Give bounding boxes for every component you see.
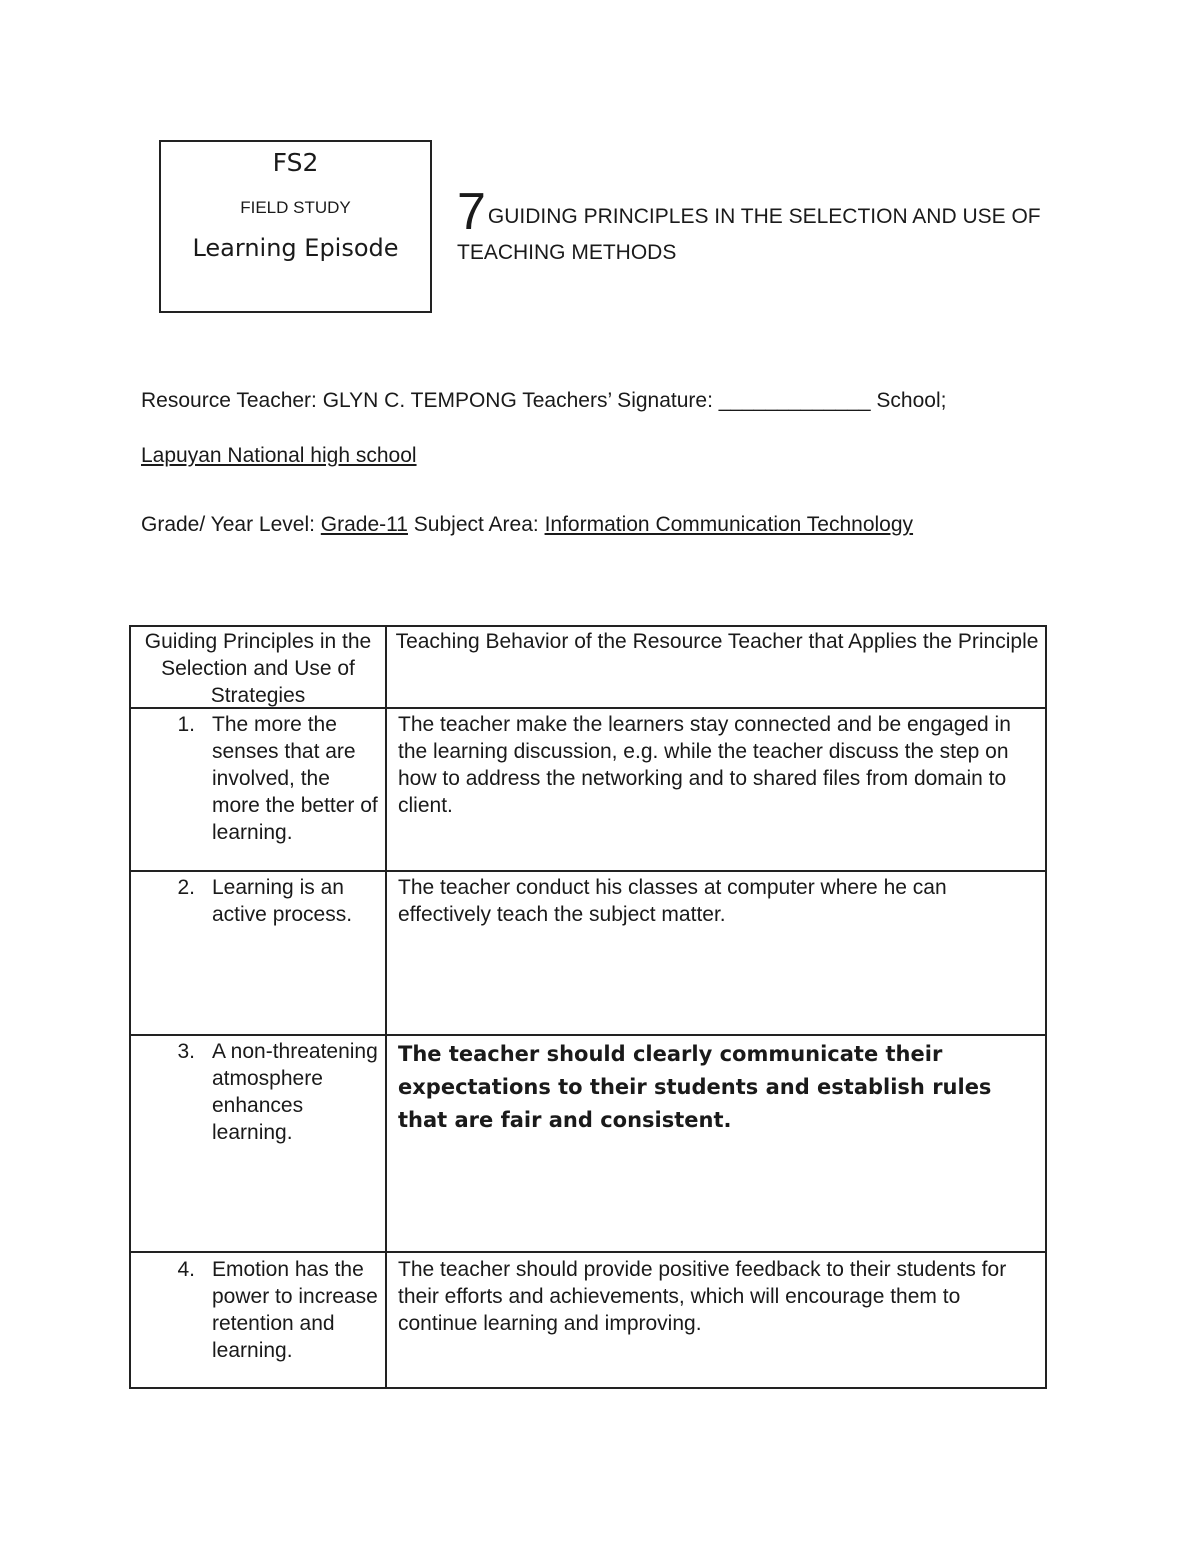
behavior-text: The teacher conduct his classes at computer where he can effectively teach the subject matter. (398, 876, 947, 926)
grade-label: Grade/ Year Level: (141, 513, 321, 536)
table-divider (129, 1034, 1047, 1036)
table-border-bottom (129, 1387, 1047, 1389)
row-number: 4. (177, 1258, 195, 1281)
row-number: 1. (177, 713, 195, 736)
table-border-right (1045, 625, 1047, 1389)
header-principles: Guiding Principles in the Selection and Use of Strategies (144, 630, 372, 707)
episode-number: 7 (457, 183, 486, 241)
behavior-text: The teacher should clearly communicate their expectations to their students and establish rules that are fair and consistent. (398, 1042, 992, 1132)
principle-text: The more the senses that are involved, the more the better of learning. (212, 713, 378, 844)
behavior-text: The teacher should provide positive feedback to their students for their efforts and achievements, which will encourage them to continue learning and improving. (398, 1258, 1007, 1335)
table-divider (129, 870, 1047, 872)
episode-title-text: GUIDING PRINCIPLES IN THE SELECTION AND USE OF TEACHING METHODS (457, 205, 1041, 264)
table-column-divider (385, 625, 387, 1389)
school-name: Lapuyan National high school (141, 444, 417, 467)
grade-value: Grade-11 (320, 513, 408, 536)
fs-code: FS2 (272, 148, 319, 177)
episode-title (457, 183, 1077, 271)
header-behavior: Teaching Behavior of the Resource Teacher that Applies the Principle (395, 630, 1039, 653)
subject-label: Subject Area: (407, 513, 545, 536)
row-number: 2. (177, 876, 195, 899)
resource-teacher-line: Resource Teacher: GLYN C. TEMPONG Teachers’ Signature: _____________ School; (141, 389, 947, 412)
row-number: 3. (177, 1040, 195, 1063)
subject-value: Information Communication Technology (544, 513, 914, 536)
table-border-top (129, 625, 1047, 627)
grade-subject-line (141, 513, 913, 537)
table-border-left (129, 625, 131, 1389)
field-study-label: FIELD STUDY (240, 198, 351, 217)
field-study-box (159, 140, 432, 313)
principle-text: Learning is an active process. (212, 876, 353, 926)
learning-episode-label: Learning Episode (192, 234, 399, 262)
table-divider (129, 1251, 1047, 1253)
behavior-text: The teacher make the learners stay connected and be engaged in the learning discussion, e.g. while the teacher discuss the step on how to address the networking and to shared files from domain to client. (398, 713, 1011, 817)
principle-text: A non-threatening atmosphere enhances learning. (212, 1040, 378, 1144)
principle-text: Emotion has the power to increase retention and learning. (212, 1258, 378, 1362)
